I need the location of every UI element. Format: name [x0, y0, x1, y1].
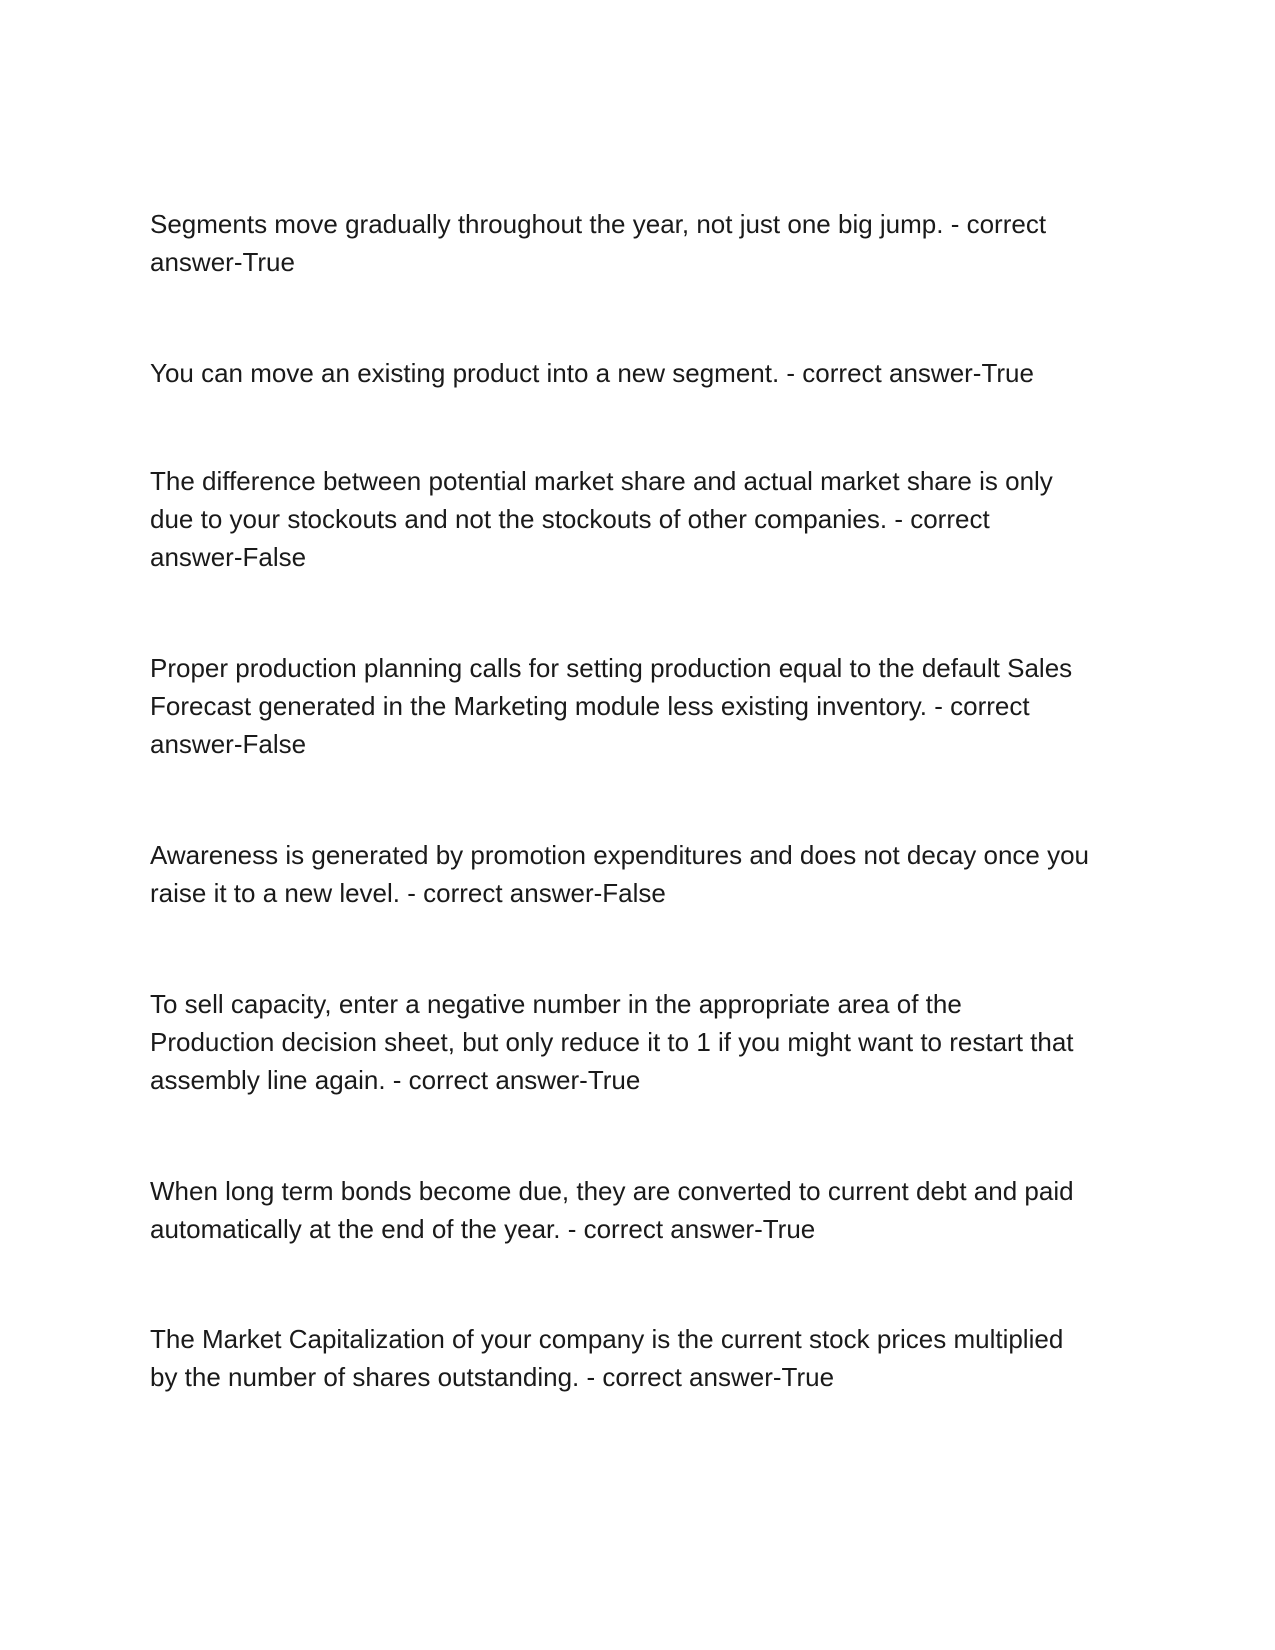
question-answer-item: Proper production planning calls for setting production equal to the default Sales Forecast generated in the Marketing module less existing inventory. - correct answer-False [150, 653, 1073, 759]
question-answer-item: Segments move gradually throughout the year, not just one big jump. - correct answer-True [150, 209, 1047, 277]
question-answer-item: Awareness is generated by promotion expenditures and does not decay once you raise it to a new level. - correct answer-False [150, 840, 1090, 908]
question-answer-item: The Market Capitalization of your company is the current stock prices multiplied by the number of shares outstanding. - correct answer-True [150, 1324, 1064, 1392]
question-answer-item: To sell capacity, enter a negative number in the appropriate area of the Production decision sheet, but only reduce it to 1 if you might want to restart that assembly line again. - correct answer-True [150, 989, 1074, 1095]
question-answer-item: The difference between potential market share and actual market share is only due to your stockouts and not the stockouts of other companies. - correct answer-False [150, 466, 1053, 572]
question-answer-item: When long term bonds become due, they are converted to current debt and paid automatically at the end of the year. - correct answer-True [150, 1176, 1074, 1244]
question-answer-item: You can move an existing product into a new segment. - correct answer-True [150, 358, 1034, 388]
